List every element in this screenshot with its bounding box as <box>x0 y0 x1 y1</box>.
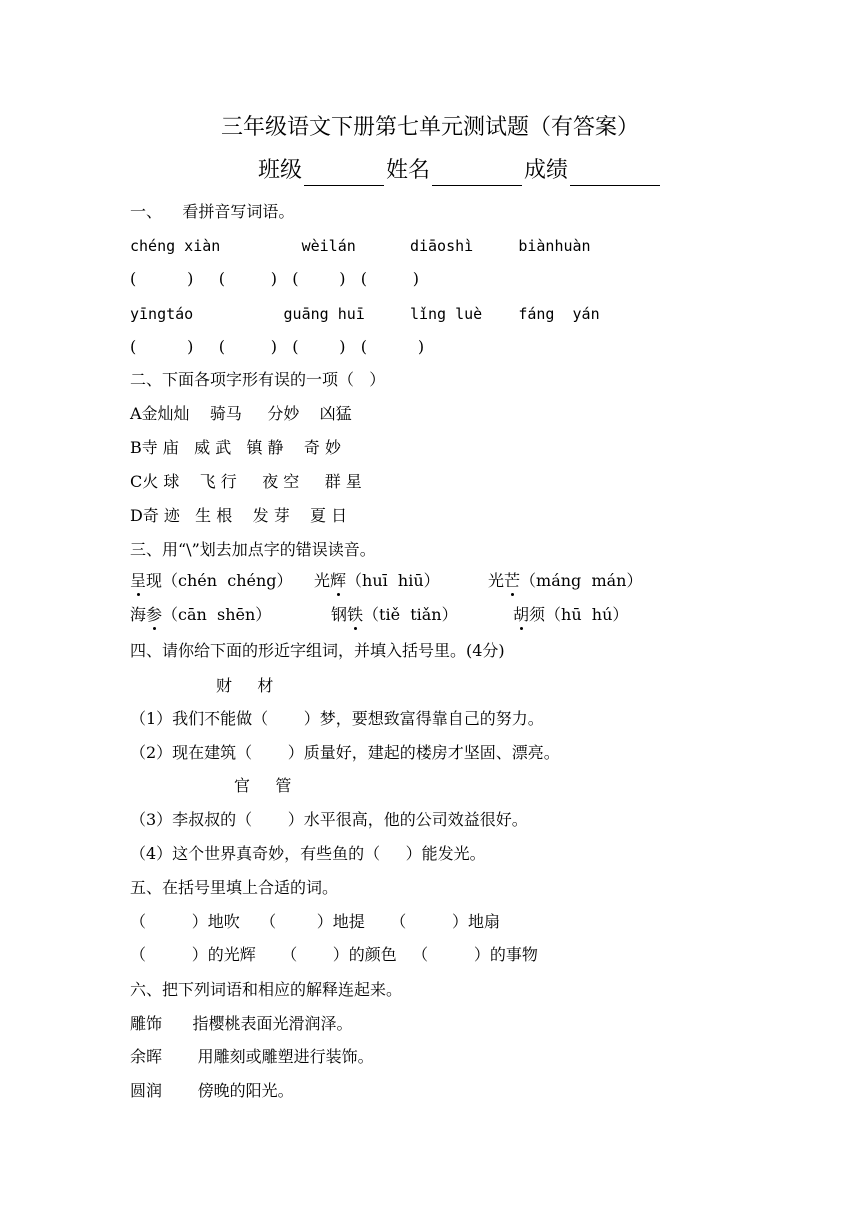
match-row-1[interactable]: 雕饰 指樱桃表面光滑润泽。 <box>130 1014 353 1033</box>
option-b[interactable]: B寺 庙 威 武 镇 静 奇 妙 <box>130 438 341 457</box>
section-6-heading: 六、把下列词语和相应的解释连起来。 <box>130 980 403 999</box>
class-label: 班级 <box>258 158 303 183</box>
answer-blank-row-1[interactable]: ( ) ( ) ( ) ( ) <box>130 269 419 288</box>
dotted-char: 参 <box>146 605 163 624</box>
reading-item-2 <box>314 571 440 591</box>
score-blank[interactable] <box>570 163 660 186</box>
fill-row-2[interactable]: （ ）的光辉 （ ）的颜色 （ ）的事物 <box>130 945 538 964</box>
question-4[interactable]: （4）这个世界真奇妙，有些鱼的（ ）能发光。 <box>130 844 486 863</box>
pinyin-row-1: chéng xiàn wèilán diāoshì biànhuàn <box>130 237 591 255</box>
option-d[interactable]: D奇 迹 生 根 发 芽 夏 日 <box>130 506 348 525</box>
option-c[interactable]: C火 球 飞 行 夜 空 群 星 <box>130 472 362 491</box>
section-5-heading: 五、在括号里填上合适的词。 <box>130 878 339 897</box>
class-blank[interactable] <box>304 163 384 186</box>
section-4-heading: 四、请你给下面的形近字组词，并填入括号里。(4分) <box>130 641 505 660</box>
reading-item-3 <box>488 571 642 591</box>
reading-item-6 <box>513 605 628 625</box>
reading-options[interactable]: 现（chén chéng） <box>146 571 293 590</box>
score-label: 成绩 <box>524 158 569 183</box>
reading-options[interactable]: （cān shēn） <box>162 605 272 624</box>
match-row-2[interactable]: 余晖 用雕刻或雕塑进行装饰。 <box>130 1047 374 1066</box>
reading-options[interactable]: （huī hiū） <box>346 571 440 590</box>
section-2-heading: 二、下面各项字形有误的一项（ ） <box>130 370 386 389</box>
section-1-heading: 一、 看拼音写词语。 <box>130 202 295 221</box>
plain-char: 钢 <box>331 605 348 624</box>
name-blank[interactable] <box>432 163 522 186</box>
dotted-char: 胡 <box>513 605 530 624</box>
reading-options[interactable]: （máng mán） <box>520 571 643 590</box>
match-row-3[interactable]: 圆润 傍晚的阳光。 <box>130 1081 294 1100</box>
name-label: 姓名 <box>386 158 431 183</box>
section-3-heading: 三、用“\”划去加点字的错误读音。 <box>130 540 376 559</box>
plain-char: 光 <box>314 571 331 590</box>
answer-blank-row-2[interactable]: ( ) ( ) ( ) ( ) <box>130 337 425 356</box>
reading-item-4 <box>130 605 271 625</box>
reading-item-5 <box>331 605 458 625</box>
plain-char: 光 <box>488 571 505 590</box>
pinyin-row-2: yīngtáo guāng huī lǐng luè fáng yán <box>130 305 600 323</box>
exam-title: 三年级语文下册第七单元测试题（有答案） <box>220 115 639 140</box>
dotted-char: 铁 <box>347 605 364 624</box>
char-pair-1: 财 材 <box>216 676 274 695</box>
student-info-line <box>258 156 662 186</box>
plain-char: 海 <box>130 605 147 624</box>
char-pair-2: 官 管 <box>234 776 292 795</box>
option-a[interactable]: A金灿灿 骑马 分妙 凶猛 <box>130 404 352 423</box>
reading-options[interactable]: （tiě tiǎn） <box>363 605 458 624</box>
question-1[interactable]: （1）我们不能做（ ）梦，要想致富得靠自己的努力。 <box>130 709 544 728</box>
reading-options[interactable]: 须（hū hú） <box>529 605 629 624</box>
question-3[interactable]: （3）李叔叔的（ ）水平很高，他的公司效益很好。 <box>130 810 528 829</box>
reading-item-1 <box>130 571 293 591</box>
dotted-char: 芒 <box>504 571 521 590</box>
dotted-char: 辉 <box>330 571 347 590</box>
fill-row-1[interactable]: （ ）地吹 （ ）地提 （ ）地扇 <box>130 912 501 931</box>
dotted-char: 呈 <box>130 571 147 590</box>
question-2[interactable]: （2）现在建筑（ ）质量好，建起的楼房才坚固、漂亮。 <box>130 743 560 762</box>
